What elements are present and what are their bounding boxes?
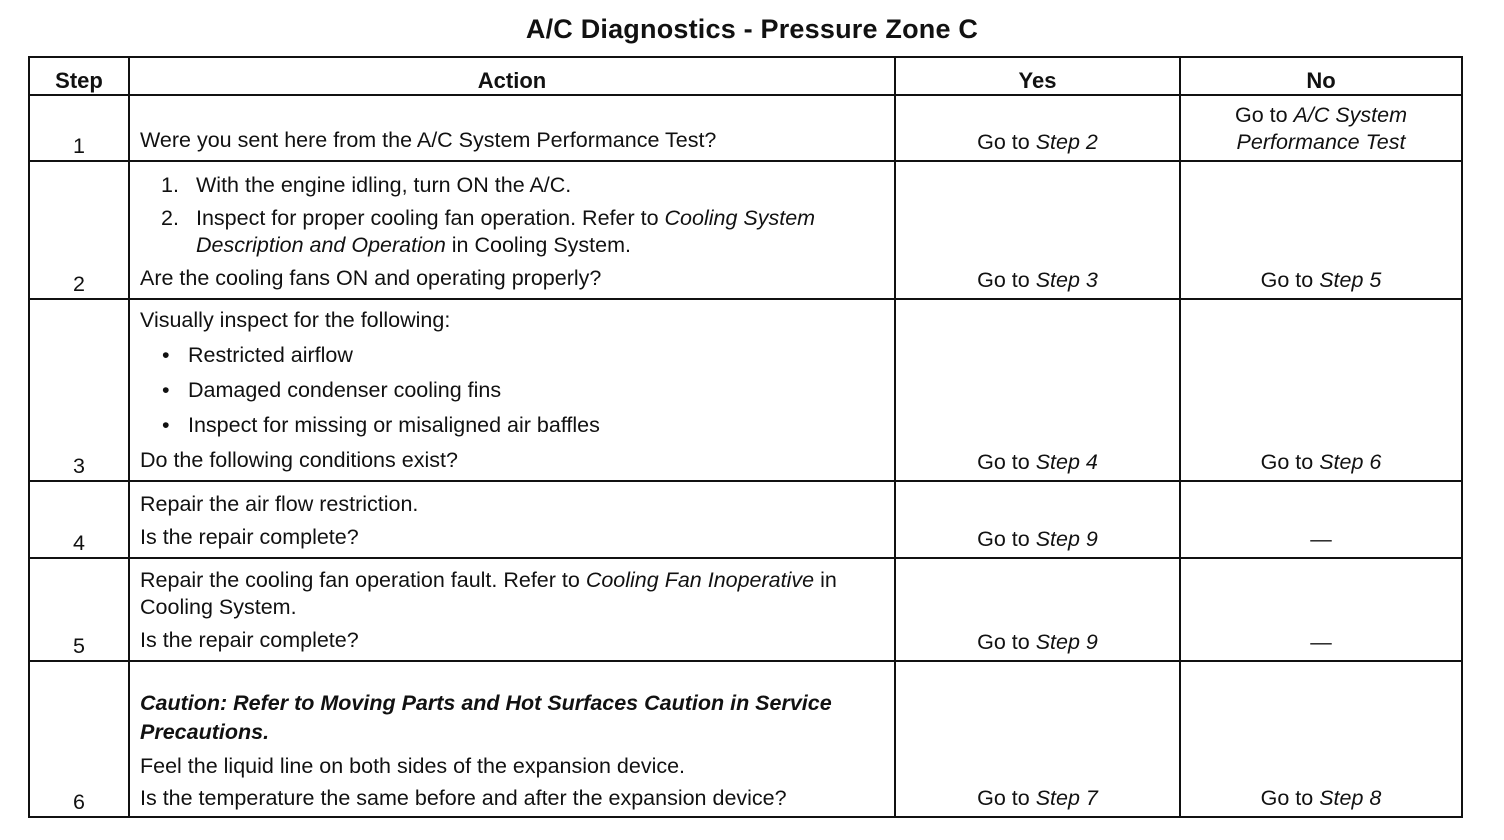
no-cell bbox=[1180, 161, 1462, 299]
no-target-link[interactable]: A/C System Performance Test bbox=[1236, 103, 1408, 154]
yes-prefix: Go to bbox=[977, 630, 1036, 654]
yes-cell bbox=[895, 299, 1180, 481]
action-cell bbox=[129, 95, 895, 161]
yes-target-link[interactable]: Step 9 bbox=[1035, 527, 1098, 551]
step-number: 6 bbox=[29, 661, 129, 817]
step-number: 4 bbox=[29, 481, 129, 558]
list-item bbox=[140, 377, 884, 404]
caution-note bbox=[140, 689, 884, 747]
yes-prefix: Go to bbox=[977, 786, 1036, 810]
action-question: Is the repair complete? bbox=[140, 628, 359, 652]
action-intro: Visually inspect for the following: bbox=[140, 308, 451, 332]
list-item-text: Restricted airflow bbox=[188, 343, 353, 367]
instruction-text-end: in Cooling System. bbox=[140, 568, 837, 619]
header-action: Action bbox=[129, 57, 895, 95]
no-target-link[interactable]: Step 6 bbox=[1319, 450, 1382, 474]
page-title: A/C Diagnostics - Pressure Zone C bbox=[525, 14, 979, 44]
action-question: Is the repair complete? bbox=[140, 525, 359, 549]
yes-cell bbox=[895, 558, 1180, 661]
caution-text: Caution: Refer to Moving Parts and Hot Surfaces Caution in Service Precautions bbox=[140, 691, 832, 744]
no-prefix: Go to bbox=[1234, 103, 1294, 127]
table-row bbox=[29, 481, 1462, 558]
action-question: Do the following conditions exist? bbox=[140, 448, 458, 472]
yes-prefix: Go to bbox=[977, 130, 1036, 154]
table-row bbox=[29, 95, 1462, 161]
table-row bbox=[29, 558, 1462, 661]
action-instruction: Repair the air flow restriction. bbox=[140, 492, 419, 516]
yes-target-link[interactable]: Step 9 bbox=[1035, 630, 1098, 654]
yes-target-link[interactable]: Step 3 bbox=[1035, 268, 1098, 292]
no-prefix: Go to bbox=[1260, 268, 1320, 292]
list-item-text: Inspect for proper cooling fan operation. Refer to bbox=[196, 206, 665, 230]
no-cell bbox=[1180, 299, 1462, 481]
step-number: 1 bbox=[29, 95, 129, 161]
header-step: Step bbox=[29, 57, 129, 95]
action-question: Are the cooling fans ON and operating properly? bbox=[140, 266, 602, 290]
diagnostic-table bbox=[28, 56, 1463, 818]
action-cell bbox=[129, 558, 895, 661]
no-cell bbox=[1180, 558, 1462, 661]
reference-link[interactable]: Cooling System Description and Operation bbox=[196, 206, 816, 257]
list-item bbox=[140, 342, 884, 369]
no-cell bbox=[1180, 661, 1462, 817]
no-prefix: Go to bbox=[1260, 786, 1320, 810]
yes-target-link[interactable]: Step 7 bbox=[1035, 786, 1098, 810]
step-number: 3 bbox=[29, 299, 129, 481]
step-number: 5 bbox=[29, 558, 129, 661]
list-item-text: Inspect for missing or misaligned air baffles bbox=[188, 413, 600, 437]
yes-cell bbox=[895, 661, 1180, 817]
list-item bbox=[140, 172, 884, 199]
header-yes: Yes bbox=[895, 57, 1180, 95]
list-number: 1. bbox=[161, 173, 179, 197]
yes-cell bbox=[895, 481, 1180, 558]
list-item bbox=[140, 205, 884, 259]
bullet-icon: • bbox=[162, 378, 170, 402]
no-dash: — bbox=[1310, 630, 1332, 654]
bullet-list bbox=[140, 342, 884, 439]
list-item-text-end: in Cooling System. bbox=[445, 233, 631, 257]
bullet-icon: • bbox=[162, 343, 170, 367]
no-dash: — bbox=[1310, 527, 1332, 551]
yes-prefix: Go to bbox=[977, 527, 1036, 551]
no-cell bbox=[1180, 95, 1462, 161]
list-item-text: Damaged condenser cooling fins bbox=[188, 378, 502, 402]
header-no: No bbox=[1180, 57, 1462, 95]
caution-period: . bbox=[263, 720, 270, 744]
list-item-text: With the engine idling, turn ON the A/C. bbox=[196, 173, 572, 197]
yes-cell bbox=[895, 95, 1180, 161]
action-cell bbox=[129, 481, 895, 558]
action-instruction: Feel the liquid line on both sides of the expansion device. bbox=[140, 754, 686, 778]
action-question: Were you sent here from the A/C System Performance Test? bbox=[140, 128, 717, 152]
action-cell bbox=[129, 299, 895, 481]
table-row bbox=[29, 161, 1462, 299]
list-number: 2. bbox=[161, 206, 179, 230]
yes-prefix: Go to bbox=[977, 268, 1036, 292]
table-row bbox=[29, 661, 1462, 817]
bullet-icon: • bbox=[162, 413, 170, 437]
list-item bbox=[140, 412, 884, 439]
action-cell bbox=[129, 161, 895, 299]
no-target-link[interactable]: Step 8 bbox=[1319, 786, 1382, 810]
action-question: Is the temperature the same before and after the expansion device? bbox=[140, 786, 787, 810]
table-row bbox=[29, 299, 1462, 481]
yes-target-link[interactable]: Step 2 bbox=[1035, 130, 1098, 154]
instruction-text: Repair the cooling fan operation fault. Refer to bbox=[140, 568, 586, 592]
step-number: 2 bbox=[29, 161, 129, 299]
header-row bbox=[29, 57, 1462, 95]
no-target-link[interactable]: Step 5 bbox=[1319, 268, 1382, 292]
action-cell bbox=[129, 661, 895, 817]
numbered-list bbox=[140, 172, 884, 259]
no-prefix: Go to bbox=[1260, 450, 1320, 474]
action-instruction bbox=[140, 567, 884, 621]
no-cell bbox=[1180, 481, 1462, 558]
yes-cell bbox=[895, 161, 1180, 299]
reference-link[interactable]: Cooling Fan Inoperative bbox=[585, 568, 815, 592]
yes-target-link[interactable]: Step 4 bbox=[1035, 450, 1098, 474]
yes-prefix: Go to bbox=[977, 450, 1036, 474]
